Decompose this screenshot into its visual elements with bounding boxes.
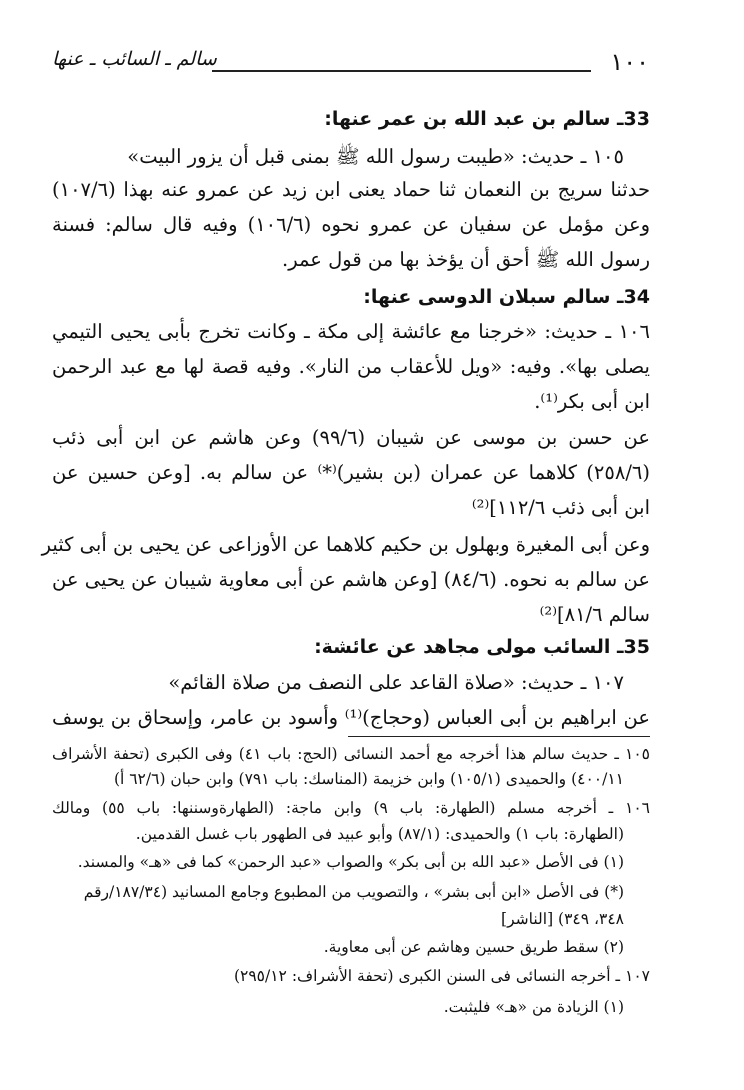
text-line: (٢٥٨/٦) كلاهما عن عمران (بن بشير)⁽*⁾ عن سالم به. [وعن حسين عن [52, 461, 650, 484]
section-heading: 34ـ سالم سبلان الدوسى عنها: [363, 286, 650, 308]
text-line: وعن مؤمل عن سفيان عن عمرو نحوه (١٠٦/٦) وفيه قال سالم: فسنة [52, 213, 650, 236]
text-line: ابن أبى بكر⁽¹⁾. [534, 390, 650, 413]
text-line: حدثنا سريج بن النعمان ثنا حماد يعنى ابن زيد عن عمرو عنه بهذا (١٠٧/٦) [52, 178, 650, 201]
text-line: ابن أبى ذئب ١١٢/٦]⁽²⁾ [471, 496, 650, 519]
footnote-line: ٣٤٨، ٣٤٩) [الناشر] [501, 910, 624, 928]
text-line: وعن أبى المغيرة وبهلول بن حكيم كلاهما عن الأوزاعى عن يحيى بن أبى كثير [41, 533, 650, 556]
section-heading: 33ـ سالم بن عبد الله بن عمر عنها: [324, 108, 650, 130]
page-number: ١٠٠ [610, 48, 649, 76]
hadith-title: ١٠٧ ـ حديث: «صلاة القاعد على النصف من صلاة القائم» [168, 671, 624, 694]
footnote-line: ٤٠٠/١١) والحميدى (١٠٥/١) وابن خزيمة (المناسك: باب ٧٩١) وابن حبان (٦٢/٦ أ) [113, 770, 624, 788]
footnote-line: ١٠٧ ـ أخرجه النسائى فى السنن الكبرى (تحفة الأشراف: ٢٩٥/١٢) [233, 967, 650, 985]
footnote-line: (١) الزيادة من «هـ» فليثبت. [443, 998, 624, 1016]
hadith-title: ١٠٥ ـ حديث: «طيبت رسول الله ﷺ بمنى قبل أن يزور البيت» [127, 145, 624, 168]
text-line: عن حسن بن موسى عن شيبان (٩٩/٦) وعن هاشم عن ابن أبى ذئب [52, 426, 650, 449]
section-heading: 35ـ السائب مولى مجاهد عن عائشة: [314, 636, 650, 658]
text-line: يصلى بها». وفيه: «ويل للأعقاب من النار». وفيه قصة لها مع عبد الرحمن [52, 355, 650, 378]
text-line: عن سالم به نحوه. (٨٤/٦) [وعن هاشم عن أبى معاوية شيبان عن يحيى عن [52, 568, 651, 591]
footnote-line: (١) فى الأصل «عبد الله بن أبى بكر» والصواب «عبد الرحمن» كما فى «هـ» والمسند. [77, 853, 624, 871]
text-line: عن ابراهيم بن أبى العباس (وحجاج)⁽¹⁾ وأسود بن عامر، وإسحاق بن يوسف [52, 706, 650, 729]
footnote-line: ١٠٥ ـ حديث سالم هذا أخرجه مع أحمد النسائى (الحج: باب ٤١) وفى الكبرى (تحفة الأشراف [52, 745, 650, 763]
running-title: سالم ـ السائب ـ عنها [52, 48, 217, 70]
footnote-line: (٢) سقط طريق حسين وهاشم عن أبى معاوية. [323, 938, 624, 956]
footnote-line: (الطهارة: باب ١) والحميدى: (٨٧/١) وأبو عبيد فى الطهور باب غسل القدمين. [135, 825, 624, 843]
footnote-line: ١٠٦ ـ أخرجه مسلم (الطهارة: باب ٩) وابن ماجة: (الطهارةوسننها: باب ٥٥) ومالك [52, 799, 650, 817]
footnote-line: (*) فى الأصل «ابن أبى بشر» ، والتصويب من المطبوع وجامع المسانيد (١٨٧/٣٤/رقم [83, 883, 624, 901]
text-line: رسول الله ﷺ أحق أن يؤخذ بها من قول عمر. [282, 248, 650, 271]
page-header [52, 48, 649, 80]
text-line: سالم ٨١/٦]⁽²⁾ [539, 603, 650, 626]
hadith-title: ١٠٦ ـ حديث: «خرجنا مع عائشة إلى مكة ـ وكانت تخرج بأبى يحيى التيمي [52, 320, 650, 343]
footnote-separator [348, 736, 650, 737]
header-rule [212, 70, 591, 72]
